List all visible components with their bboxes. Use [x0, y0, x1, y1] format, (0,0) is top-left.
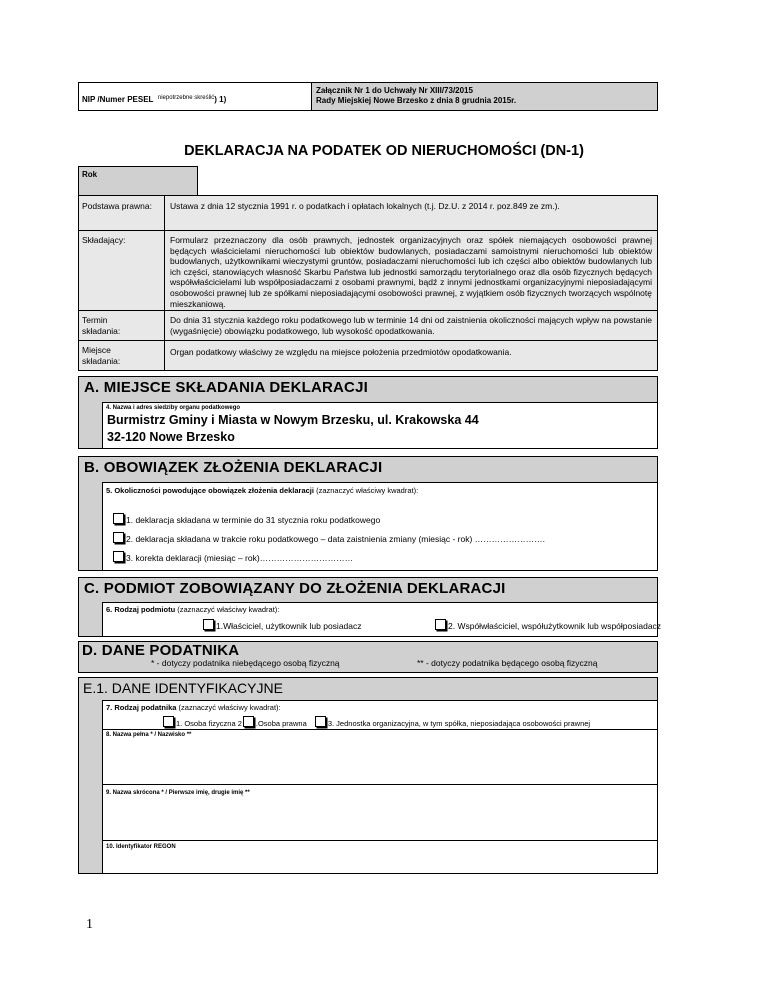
entity-type-field: [102, 602, 662, 637]
regon-field[interactable]: [102, 840, 658, 874]
taxpayer-type-hint: (zaznaczyć właściwy kwadrat):: [178, 703, 281, 712]
info-row-deadline: [78, 311, 658, 341]
tax-office-line2: 32-120 Nowe Brzesko: [107, 430, 235, 444]
taxpayer-type-option-1: 1. Osoba fizyczna 2: [176, 719, 242, 728]
section-d-note-2: ** - dotyczy podatnika będącego osobą fizyczną: [417, 658, 598, 668]
info-text: Ustawa z dnia 12 stycznia 1991 r. o podatkach i opłatach lokalnych (t.j. Dz.U. z 2014 r. poz.849 ze zm.).: [170, 201, 560, 211]
info-label: Termin składania:: [82, 315, 121, 336]
year-label: Rok: [82, 170, 98, 179]
taxpayer-type-option-3: 3. Jednostka organizacyjna, w tym spółka, nieposiadająca osobowości prawnej: [327, 719, 591, 728]
info-text: Do dnia 31 stycznia każdego roku podatkowego lub w terminie 14 dni od zaistnienia okoliczności mających wpływ na powstanie (wygaśnięcie) obowiązku podatkowego, lub wysokość opodatkowania.: [170, 315, 652, 336]
short-name-field[interactable]: [102, 784, 658, 841]
section-d-note-1: * - dotyczy podatnika niebędącego osobą fizyczną: [151, 658, 340, 668]
page-number: 1: [86, 917, 93, 932]
checkbox-icon[interactable]: [203, 619, 214, 630]
info-text: Organ podatkowy właściwy ze względu na miejsce położenia przedmiotów opodatkowania.: [170, 347, 512, 357]
checkbox-icon[interactable]: [163, 716, 174, 727]
taxpayer-type-option-2: .Osoba prawna: [255, 719, 307, 728]
obligation-option-3[interactable]: 3. korekta deklaracji (miesiąc – rok)……………………………: [113, 551, 353, 563]
obligation-field: [102, 482, 658, 571]
info-label: Składający:: [82, 235, 126, 245]
regon-label: 10. Identyfikator REGON: [106, 844, 176, 850]
annex-box: [311, 82, 658, 111]
section-d-title: D. DANE PODATNIKA: [82, 642, 240, 659]
checkbox-icon[interactable]: [435, 619, 446, 630]
annex-line1: Załącznik Nr 1 do Uchwały Nr XIII/73/2015: [316, 86, 473, 95]
info-text: Formularz przeznaczony dla osób prawnych, jednostek organizacyjnych oraz spółek niemających osobowości prawnej będących właścicielami nieruchomości lub obiektów budowlanych, posiadaczami samoistnymi nieruchomości lub obiektów budowlanych, użytkownikami wieczystymi gruntów, posiadaczami nieruchomości lub ich części albo obiektów budowlanych lub ich części, stanowiących własność Skarbu Państwa lub jednostki samorządu terytorialnego oraz dla osób fizycznych będących współwłaścicielami lub współposiadaczami z osobami prawnymi, bądź z innymi jednostkami organizacyjnymi nieposiadającymi osobowości prawnej lub ze spółkami nieposiadającymi osobowości prawnej, z wyjątkiem osób fizycznych tworzących wspólnotę mieszkaniową.: [170, 235, 652, 309]
section-a-title: A. MIEJSCE SKŁADANIA DEKLARACJI: [84, 379, 369, 396]
year-field[interactable]: [78, 166, 198, 196]
info-row-place: [78, 341, 658, 371]
taxpayer-type-field: [102, 700, 658, 730]
full-name-label: 8. Nazwa pełna * / Nazwisko **: [106, 732, 192, 738]
tax-office-line1: Burmistrz Gminy i Miasta w Nowym Brzesku, ul. Krakowska 44: [107, 413, 479, 427]
info-row-submitter: [78, 231, 658, 311]
checkbox-icon[interactable]: [243, 716, 254, 727]
nip-note: niepotrzebne skreślić: [157, 95, 215, 101]
short-name-label: 9. Nazwa skrócona * / Pierwsze imię, drugie imię **: [106, 790, 250, 796]
checkbox-icon[interactable]: [315, 716, 326, 727]
nip-label: NIP /Numer PESEL: [82, 95, 154, 104]
section-d: [78, 641, 658, 673]
info-label: Miejsce składania:: [82, 345, 121, 366]
full-name-field[interactable]: [102, 729, 658, 785]
document-title: DEKLARACJA NA PODATEK OD NIERUCHOMOŚCI (DN-1): [184, 143, 584, 159]
info-row-legal-basis: [78, 195, 658, 231]
section-b-title: B. OBOWIĄZEK ZŁOŻENIA DEKLARACJI: [84, 459, 383, 476]
tax-office-field[interactable]: [102, 402, 658, 449]
annex-line2: Rady Miejskiej Nowe Brzesko z dnia 8 grudnia 2015r.: [316, 96, 517, 105]
entity-type-hint: (zaznaczyć właściwy kwadrat):: [177, 605, 280, 614]
taxpayer-type-label: 7. Rodzaj podatnika: [106, 703, 177, 712]
tax-office-label: 4. Nazwa i adres siedziby organu podatkowego: [106, 405, 241, 411]
obligation-option-2[interactable]: 2. deklaracja składana w trakcie roku podatkowego – data zaistnienia zmiany (miesiąc - rok) …………………….: [113, 532, 545, 544]
entity-type-option-2[interactable]: 2. Współwłaściciel, współużytkownik lub współposiadacz: [435, 619, 661, 631]
section-e1-title: E.1. DANE IDENTYFIKACYJNE: [83, 680, 283, 696]
checkbox-icon[interactable]: [113, 551, 124, 562]
obligation-option-1[interactable]: 1. deklaracja składana w terminie do 31 stycznia roku podatkowego: [113, 513, 380, 525]
info-label: Podstawa prawna:: [82, 201, 152, 211]
entity-type-option-1[interactable]: 1.Właściciel, użytkownik lub posiadacz: [203, 619, 362, 631]
nip-suffix: ) 1): [214, 95, 227, 104]
entity-type-label: 6. Rodzaj podmiotu: [106, 605, 176, 614]
checkbox-icon[interactable]: [113, 532, 124, 543]
checkbox-icon[interactable]: [113, 513, 124, 524]
obligation-label: 5. Okoliczności powodujące obowiązek złożenia deklaracji: [106, 486, 314, 495]
obligation-hint: (zaznaczyć właściwy kwadrat):: [316, 486, 419, 495]
section-c-title: C. PODMIOT ZOBOWIĄZANY DO ZŁOŻENIA DEKLARACJI: [84, 580, 506, 597]
nip-pesel-box[interactable]: [78, 82, 311, 111]
